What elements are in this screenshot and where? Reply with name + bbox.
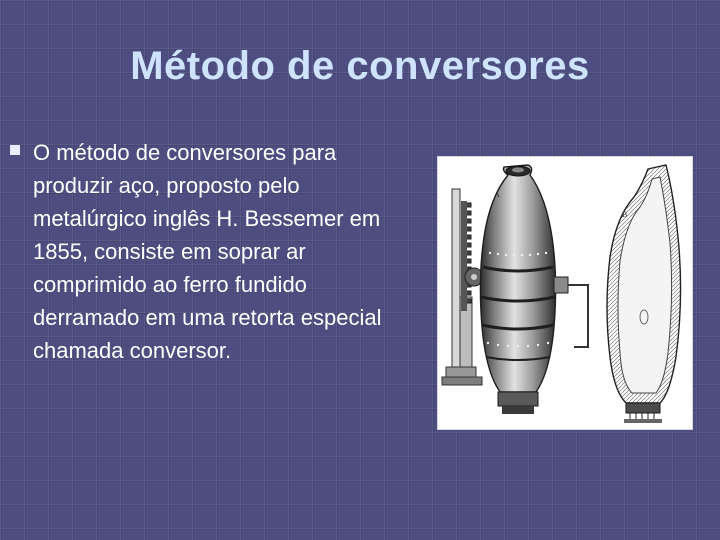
converter-cross-section xyxy=(607,165,681,423)
square-bullet-icon xyxy=(10,145,20,155)
slide-content xyxy=(10,136,420,367)
bessemer-converter-illustration xyxy=(438,157,692,429)
bullet-item xyxy=(10,136,420,367)
slide-title: Método de conversores xyxy=(130,44,590,88)
figure-label-a: A xyxy=(494,190,500,199)
converter-exterior xyxy=(480,165,588,414)
support-frame xyxy=(442,189,483,385)
bullet-text: O método de conversores para produzir aço, proposto pelo metalúrgico inglês H. Bessemer em 1855, consiste em soprar ar comprimido ao ferro fundido derramado em uma retorta especial chamada conversor. xyxy=(33,140,382,363)
figure-label-b: B xyxy=(622,210,628,219)
